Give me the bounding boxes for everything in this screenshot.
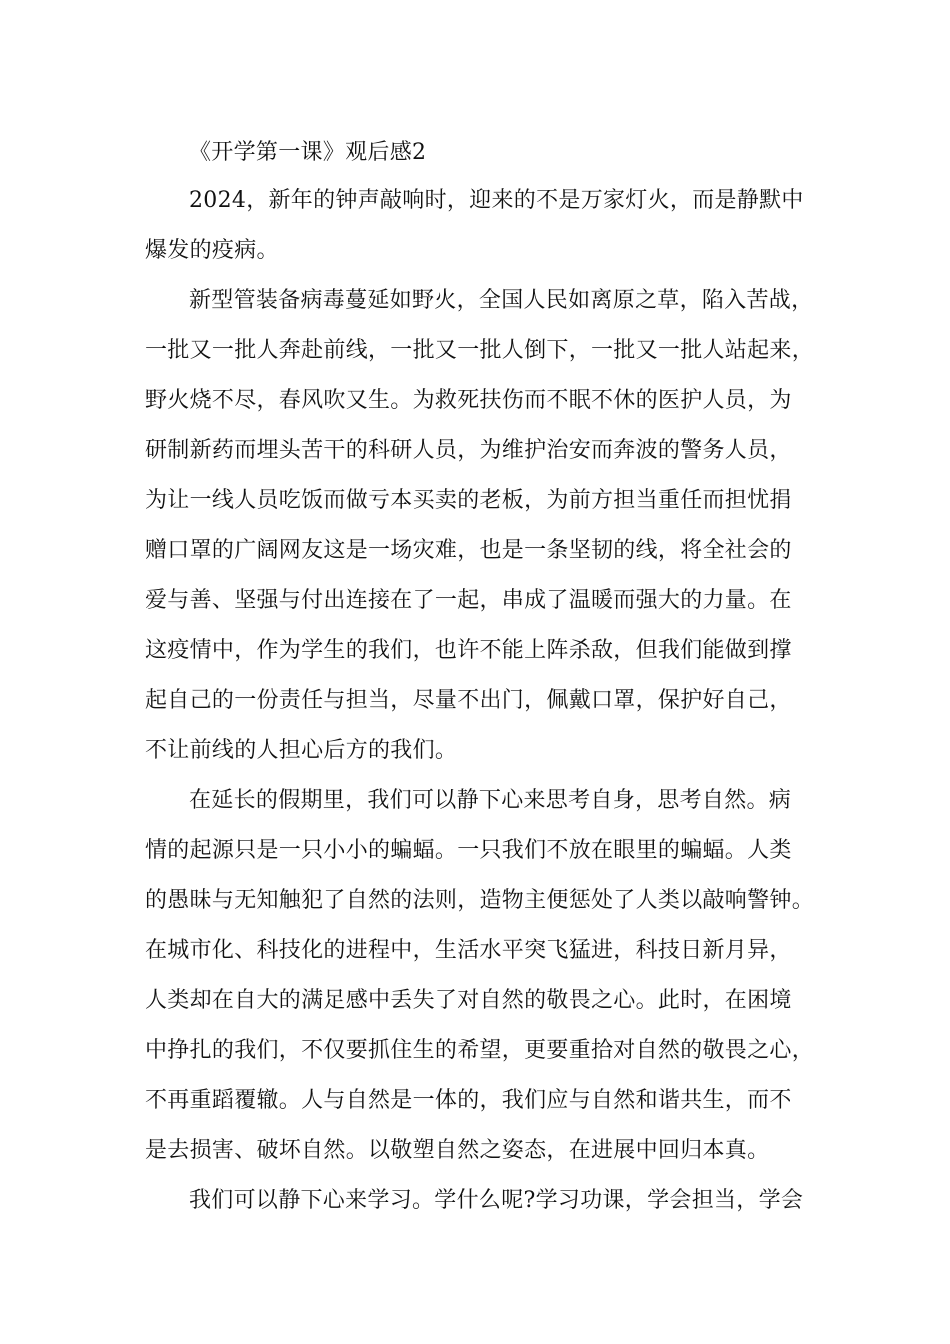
paragraph-line: 是去损害、破坏自然。以敬塑自然之姿态，在进展中回归本真。 xyxy=(145,1138,770,1163)
paragraph-line: 情的起源只是一只小小的蝙蝠。一只我们不放在眼里的蝙蝠。人类 xyxy=(145,838,792,863)
paragraph-line: 为让一线人员吃饭而做亏本买卖的老板，为前方担当重任而担忧捐 xyxy=(145,488,792,513)
paragraph-line: 在延长的假期里，我们可以静下心来思考自身，思考自然。病 xyxy=(189,788,792,813)
paragraph-line: 爆发的疫病。 xyxy=(145,238,279,263)
paragraph-line: 中挣扎的我们，不仅要抓住生的希望，更要重拾对自然的敬畏之心， xyxy=(145,1038,815,1063)
paragraph-line: 我们可以静下心来学习。学什么呢?学习功课，学会担当，学会 xyxy=(189,1188,804,1213)
paragraph-line: 在城市化、科技化的进程中，生活水平突飞猛进，科技日新月异， xyxy=(145,938,792,963)
paragraph-line: 一批又一批人奔赴前线，一批又一批人倒下，一批又一批人站起来， xyxy=(145,338,815,363)
paragraph-line: 不让前线的人担心后方的我们。 xyxy=(145,738,458,763)
paragraph-line: 新型管装备病毒蔓延如野火，全国人民如离原之草，陷入苦战， xyxy=(189,288,814,313)
paragraph-line: 研制新药而埋头苦干的科研人员，为维护治安而奔波的警务人员， xyxy=(145,438,792,463)
paragraph-line: 的愚昧与无知触犯了自然的法则，造物主便惩处了人类以敲响警钟。 xyxy=(145,888,815,913)
paragraph-line: 不再重蹈覆辙。人与自然是一体的，我们应与自然和谐共生，而不 xyxy=(145,1088,792,1113)
paragraph-line: 赠口罩的广阔网友这是一场灾难，也是一条坚韧的线，将全社会的 xyxy=(145,538,792,563)
paragraph-line: 这疫情中，作为学生的我们，也许不能上阵杀敌，但我们能做到撑 xyxy=(145,638,792,663)
paragraph-line: 野火烧不尽，春风吹又生。为救死扶伤而不眠不休的医护人员，为 xyxy=(145,388,792,413)
paragraph-line: 爱与善、坚强与付出连接在了一起，串成了温暖而强大的力量。在 xyxy=(145,588,792,613)
paragraph-line: 2024，新年的钟声敲响时，迎来的不是万家灯火，而是静默中 xyxy=(189,188,804,213)
document-title: 《开学第一课》观后感2 xyxy=(189,140,427,165)
paragraph-line: 人类却在自大的满足感中丢失了对自然的敬畏之心。此时，在困境 xyxy=(145,988,792,1013)
paragraph-line: 起自己的一份责任与担当，尽量不出门，佩戴口罩，保护好自己， xyxy=(145,688,792,713)
